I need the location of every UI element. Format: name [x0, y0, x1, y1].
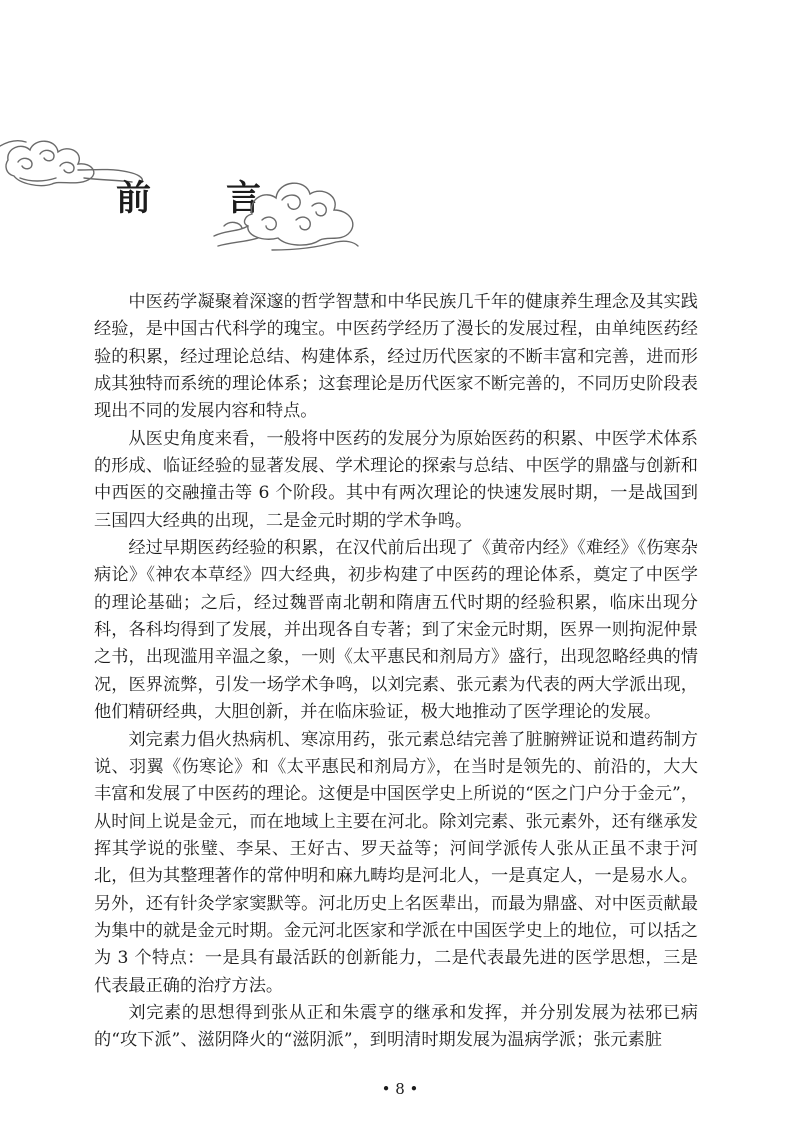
paragraph: 从医史角度来看，一般将中医药的发展分为原始医药的积累、中医学术体系的形成、临证经验的显著发展、学术理论的探索与总结、中医学的鼎盛与创新和中西医的交融撞击等 6 个阶段。其中有两次理论的快速发展时期，一是战国到三国四大经典的出现，二是金元时期的学术争鸣。	[94, 428, 698, 531]
page-number: • 8 •	[381, 1080, 419, 1098]
cloud-ornament-right	[212, 170, 362, 255]
body-text	[94, 289, 698, 1055]
paragraph: 中医药学凝聚着深邃的哲学智慧和中华民族几千年的健康养生理念及其实践经验，是中国古代科学的瑰宝。中医药学经历了漫长的发展过程，由单纯医药经验的积累，经过理论总结、构建体系，经过历代医家的不断丰富和完善，进而形成其独特而系统的理论体系；这套理论是历代医家不断完善的，不同历史阶段表现出不同的发展内容和特点。	[94, 292, 698, 422]
paragraph: 刘完素的思想得到张从正和朱震亨的继承和发挥，并分别发展为祛邪已病的“攻下派”、滋阴降火的“滋阴派”，到明清时期发展为温病学派；张元素脏	[94, 1002, 698, 1051]
paragraph: 经过早期医药经验的积累，在汉代前后出现了《黄帝内经》《难经》《伤寒杂病论》《神农本草经》四大经典，初步构建了中医药的理论体系，奠定了中医学的理论基础；之后，经过魏晋南北朝和隋唐五代时期的经验积累，临床出现分科，各科均得到了发展，并出现各自专著；到了宋金元时期，医界一则拘泥仲景之书，出现滥用辛温之象，一则《太平惠民和剂局方》盛行，出现忽略经典的情况，医界流弊，引发一场学术争鸣，以刘完素、张元素为代表的两大学派出现，他们精研经典，大胆创新，并在临床验证，极大地推动了医学理论的发展。	[94, 538, 698, 723]
paragraph: 刘完素力倡火热病机、寒凉用药，张元素总结完善了脏腑辨证说和遣药制方说、羽翼《伤寒论》和《太平惠民和剂局方》，在当时是领先的、前沿的，大大丰富和发展了中医药的理论。这便是中国医学史上所说的“医之门户分于金元”，从时间上说是金元，而在地域上主要在河北。除刘完素、张元素外，还有继承发挥其学说的张璧、李杲、王好古、罗天益等；河间学派传人张从正虽不隶于河北，但为其整理著作的常仲明和麻九畴均是河北人，一是真定人，一是易水人。另外，还有针灸学家窦默等。河北历史上名医辈出，而最为鼎盛、对中医贡献最为集中的就是金元时期。金元河北医家和学派在中国医学史上的地位，可以括之为 3 个特点：一是具有最活跃的创新能力，二是代表最先进的医学思想，三是代表最正确的治疗方法。	[94, 729, 698, 996]
page-title: 前 言	[116, 179, 282, 219]
